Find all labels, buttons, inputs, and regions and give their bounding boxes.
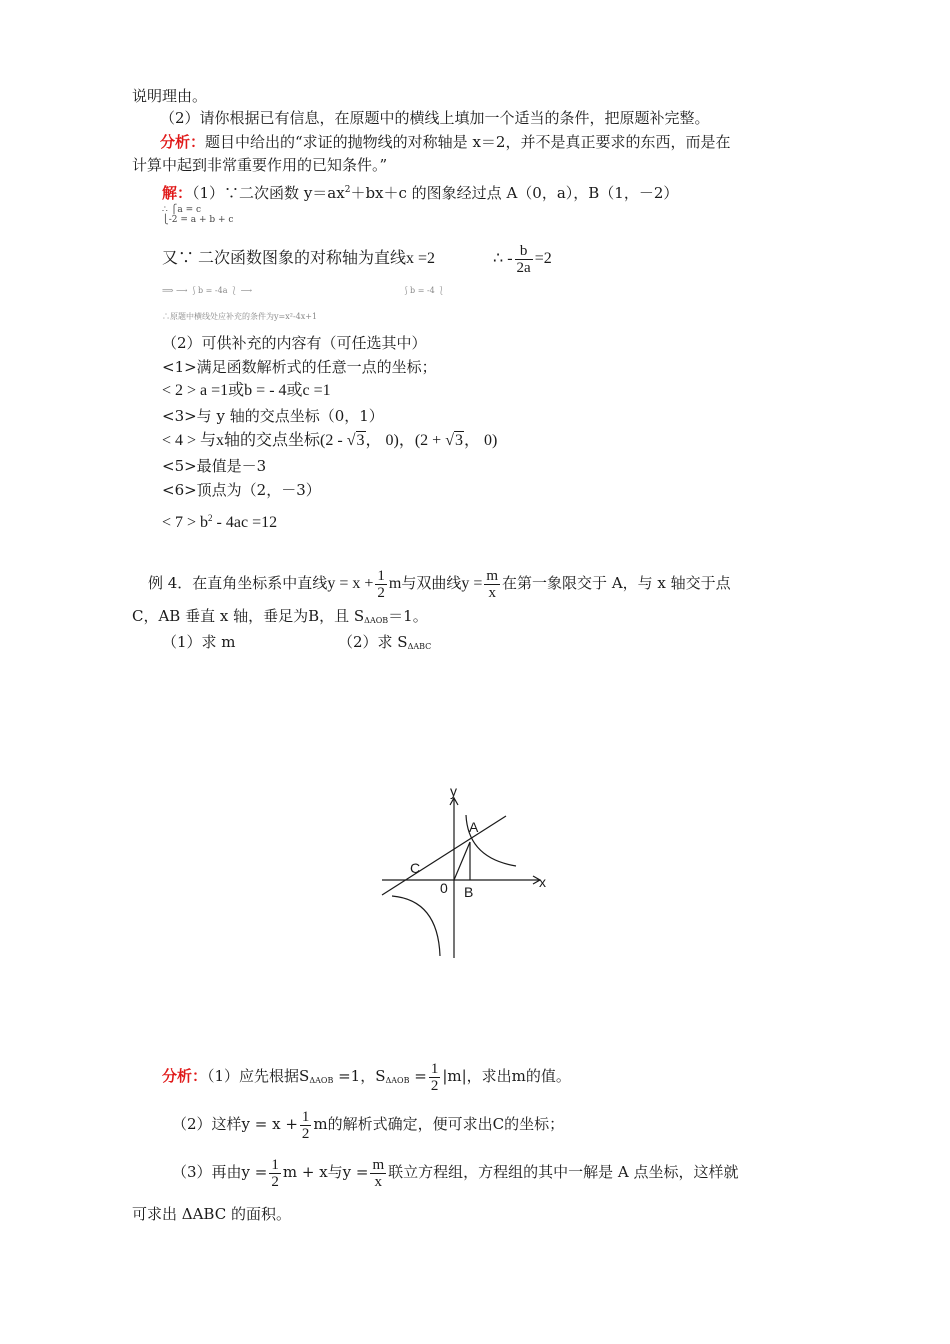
- text-line-2: （2）请你根据已有信息，在原题中的横线上填加一个适当的条件，把原题补完整。: [160, 109, 710, 127]
- label-O: 0: [440, 880, 448, 896]
- text-line-4: 计算中起到非常重要作用的已知条件。”: [132, 156, 388, 174]
- label-A: A: [469, 819, 479, 835]
- text-line-16: <6>顶点为（2，－3）: [162, 481, 321, 499]
- label-x: x: [539, 874, 546, 890]
- text-line-10: （2）可供补充的内容有（可任选其中）: [162, 334, 427, 352]
- solution-label: 解：: [162, 184, 193, 202]
- text-line-13: <3>与 y 轴的交点坐标（0，1）: [162, 407, 384, 425]
- text-line-1: 说明理由。: [132, 87, 208, 105]
- analysis-line: 分析：题目中给出的“求证的抛物线的对称轴是 x＝2，并不是真正要求的东西，而是在: [160, 133, 731, 151]
- text-line-11: <1>满足函数解析式的任意一点的坐标；: [162, 358, 437, 376]
- fraction-half: $\frac{1}{2}$: [377, 567, 385, 601]
- label-B: B: [464, 884, 474, 900]
- example-4-question-2: （2）求 $S_{\Delta ABC}$: [338, 633, 432, 651]
- system-eq-2: ⎩-2 = a + b + c: [162, 215, 234, 225]
- analysis-2-line-1: 分析：（1）应先根据$S_{\Delta AOB} =1$，$S_{\Delta AOB}$ = $\frac{1}{2}$ |m|，求出m的值。: [162, 1060, 571, 1094]
- example-4-line-1: 例 4．在直角坐标系中直线y = x + $\frac{1}{2}$ m与双曲线y = $\frac{m}{x}$ 在第一象限交于 A，与 x 轴交于点: [148, 567, 731, 601]
- faint-derivation: ⟹ ⟶ ⎰b = -4a ⎱ ⟶ ⎰b = -4 ⎱: [162, 286, 446, 295]
- analysis-2-line-3: （3）再由y = $\frac{1}{2}$ m + x与y = $\frac{m}{x}$ 联立方程组，方程组的其中一解是 A 点坐标，这样就: [172, 1156, 739, 1190]
- analysis-2-label: 分析：: [162, 1067, 208, 1085]
- hyperbola-branch-2: [392, 896, 440, 956]
- fraction-half-4: $\frac{1}{2}$: [271, 1156, 279, 1190]
- text-line-15: <5>最值是－3: [162, 457, 267, 475]
- fraction-b-2a: $\frac{b}{2a}$: [516, 243, 531, 276]
- example-4-question-1: （1）求 m: [162, 633, 236, 651]
- text-line-14: < 4 > 与x轴的交点坐标(2 - √3， 0)，(2 + √3， 0): [162, 432, 498, 449]
- analysis-label: 分析：: [160, 133, 206, 151]
- fraction-m-x: $\frac{m}{x}$: [486, 567, 499, 601]
- axis-condition-line: 又∵ 二次函数图象的对称轴为直线x =2 ∴ - $\frac{b}{2a}$ =2: [162, 243, 552, 276]
- analysis-2-line-2: （2）这样y = x + $\frac{1}{2}$ m的解析式确定，便可求出C的坐标；: [172, 1108, 565, 1142]
- analysis-2-line-4: 可求出 ΔABC 的面积。: [132, 1205, 291, 1223]
- label-C: C: [410, 860, 421, 876]
- solution-line: 解：（1）∵二次函数 $y=ax^2+bx+c$ 的图象经过点 A（0，a），B（1，－2）: [162, 184, 679, 202]
- example-4-line-2: C，AB 垂直 x 轴，垂足为B，且 $S_{\Delta AOB}=1$。: [132, 607, 428, 625]
- system-eq-1: ∴ ⎧a = c: [162, 205, 202, 215]
- text-line-12: < 2 > a =1或b = - 4或c =1: [162, 382, 331, 399]
- fraction-m-x-2: $\frac{m}{x}$: [372, 1156, 385, 1190]
- coordinate-graph: [378, 780, 558, 960]
- fraction-half-2: $\frac{1}{2}$: [430, 1060, 439, 1094]
- fraction-half-3: $\frac{1}{2}$: [301, 1108, 310, 1142]
- text-line-17: < $7 > b^2 - 4ac =12$: [162, 513, 278, 531]
- label-y: y: [450, 783, 457, 799]
- faint-conclusion: ∴原题中横线处应补充的条件为y=x²-4x+1: [162, 312, 318, 321]
